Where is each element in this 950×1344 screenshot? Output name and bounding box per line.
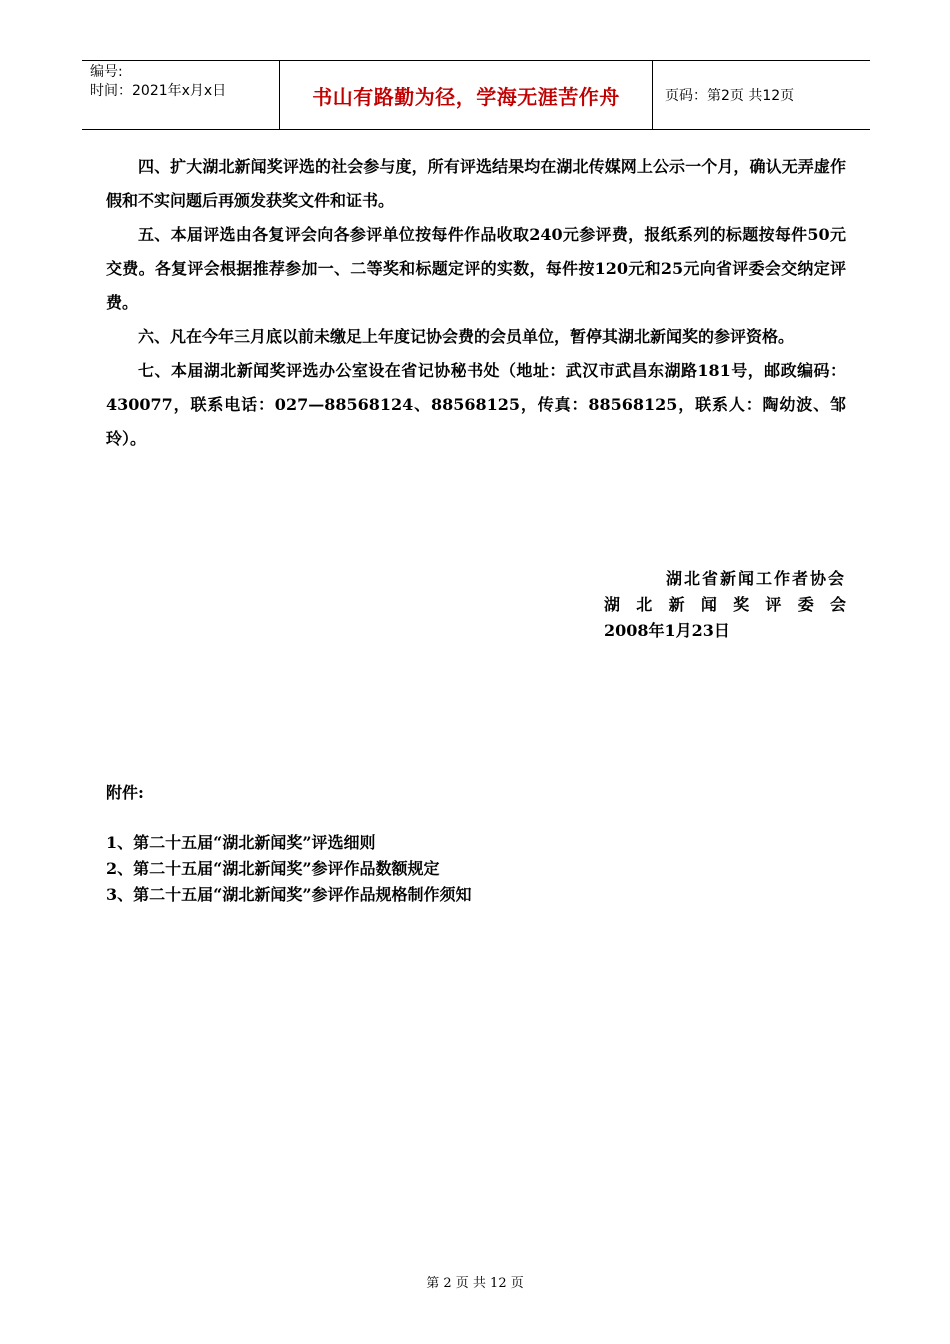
header-page-info: 页码：第2页 共12页 — [665, 88, 795, 104]
page-header — [82, 60, 870, 130]
paragraph-5: 五、本届评选由各复评会向各参评单位按每件作品收取240元参评费，报纸系列的标题按每件50元交费。各复评会根据推荐参加一、二等奖和标题定评的实数，每件按120元和25元向省评委会交纳定评费。 — [106, 225, 846, 312]
page-footer: 第 2 页 共 12 页 — [426, 1276, 524, 1291]
signature-date: 2008年1月23日 — [604, 621, 730, 640]
attachments-list — [106, 830, 472, 908]
signature-org-1: 湖北省新闻工作者协会 — [665, 569, 846, 588]
attachment-item: 1、第二十五届“湖北新闻奖”评选细则 — [106, 833, 376, 852]
attachments-title: 附件: — [106, 783, 144, 802]
date-label: 时间：2021年x月x日 — [90, 83, 227, 99]
paragraph-4: 四、扩大湖北新闻奖评选的社会参与度，所有评选结果均在湖北传媒网上公示一个月，确认无弄虚作假和不实问题后再颁发获奖文件和证书。 — [106, 157, 846, 210]
header-meta — [82, 61, 280, 129]
header-motto: 书山有路勤为径，学海无涯苦作舟 — [280, 61, 653, 129]
document-body — [106, 150, 846, 456]
paragraph-7: 七、本届湖北新闻奖评选办公室设在省记协秘书处（地址：武汉市武昌东湖路181号，邮政编码：430077，联系电话：027—88568124、88568125，传真：88568125，联系人：陶幼波、邹玲）。 — [106, 361, 846, 448]
signature-block — [604, 566, 846, 644]
attachment-item: 2、第二十五届“湖北新闻奖”参评作品数额规定 — [106, 859, 440, 878]
number-label: 编号: — [90, 64, 123, 80]
attachment-item: 3、第二十五届“湖北新闻奖”参评作品规格制作须知 — [106, 885, 472, 904]
paragraph-6: 六、凡在今年三月底以前未缴足上年度记协会费的会员单位，暂停其湖北新闻奖的参评资格。 — [138, 327, 795, 346]
signature-org-2: 湖北新闻奖评委会 — [604, 595, 846, 614]
